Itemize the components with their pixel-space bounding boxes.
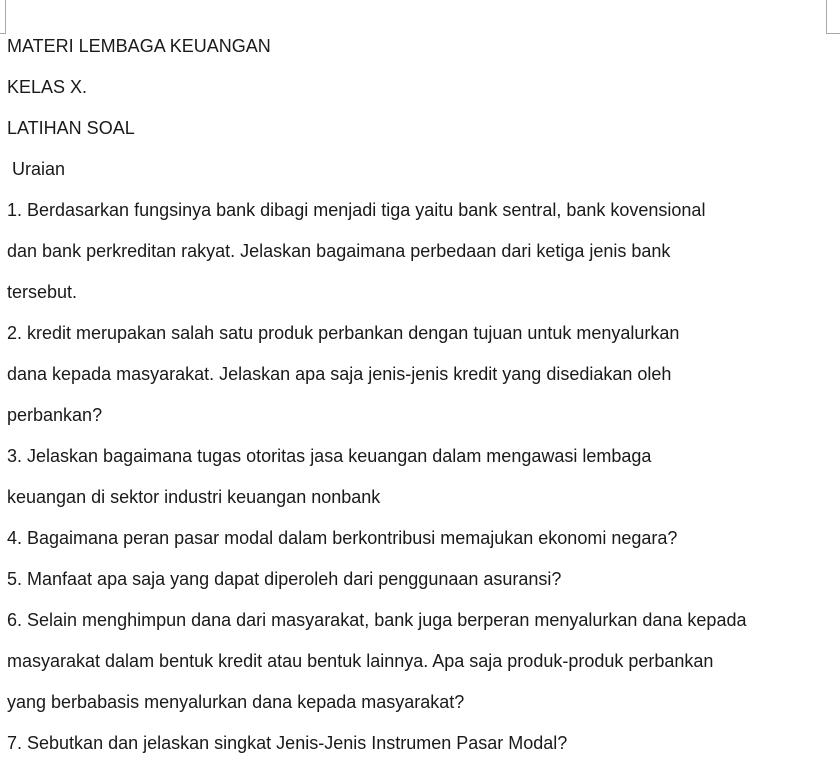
section-heading: LATIHAN SOAL <box>7 118 135 138</box>
page-corner-mark-right <box>826 0 840 34</box>
class-label: KELAS X. <box>7 77 88 97</box>
question-6-line-3: yang berbabasis menyalurkan dana kepada masyarakat? <box>7 692 465 712</box>
question-1-line-1: 1. Berdasarkan fungsinya bank dibagi menjadi tiga yaitu bank sentral, bank kovensional <box>7 200 706 220</box>
question-4: 4. Bagaimana peran pasar modal dalam berkontribusi memajukan ekonomi negara? <box>7 528 678 548</box>
question-3-line-1: 3. Jelaskan bagaimana tugas otoritas jasa keuangan dalam mengawasi lembaga <box>7 446 652 466</box>
question-2-line-2: dana kepada masyarakat. Jelaskan apa saja jenis-jenis kredit yang disediakan oleh <box>7 364 672 384</box>
question-2-line-3: perbankan? <box>7 405 103 425</box>
page-corner-mark-left <box>0 0 6 34</box>
subsection-heading: Uraian <box>12 159 66 179</box>
question-7: 7. Sebutkan dan jelaskan singkat Jenis-Jenis Instrumen Pasar Modal? <box>7 733 568 753</box>
question-1-line-3: tersebut. <box>7 282 78 302</box>
question-2-line-1: 2. kredit merupakan salah satu produk perbankan dengan tujuan untuk menyalurkan <box>7 323 680 343</box>
question-6-line-1: 6. Selain menghimpun dana dari masyarakat, bank juga berperan menyalurkan dana kepada <box>7 610 747 630</box>
question-1-line-2: dan bank perkreditan rakyat. Jelaskan bagaimana perbedaan dari ketiga jenis bank <box>7 241 671 261</box>
question-3-line-2: keuangan di sektor industri keuangan nonbank <box>7 487 381 507</box>
document-title: MATERI LEMBAGA KEUANGAN <box>7 36 271 56</box>
document-page <box>7 34 832 772</box>
question-5: 5. Manfaat apa saja yang dapat diperoleh dari penggunaan asuransi? <box>7 569 562 589</box>
question-6-line-2: masyarakat dalam bentuk kredit atau bentuk lainnya. Apa saja produk-produk perbankan <box>7 651 714 671</box>
